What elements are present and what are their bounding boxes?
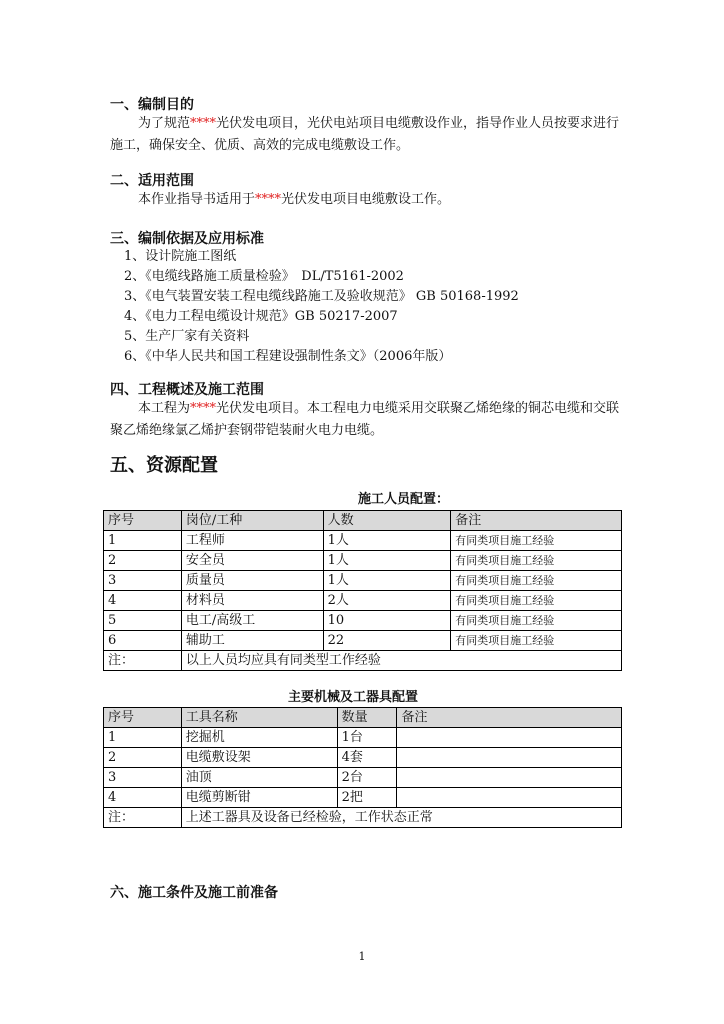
list-item: 6、《中华人民共和国工程建设强制性条文》（2006年版）	[124, 349, 452, 364]
table-cell: 3	[104, 571, 182, 591]
note-text: 以上人员均应具有同类型工作经验	[181, 651, 621, 671]
note-label: 注：	[104, 808, 182, 828]
tools-table-caption: 主要机械及工器具配置	[288, 690, 419, 705]
personnel-table	[103, 510, 622, 671]
note-text: 上述工器具及设备已经检验，工作状态正常	[181, 808, 621, 828]
section-5-title: 五、资源配置	[110, 455, 218, 476]
masked-project-name: ****	[190, 116, 217, 131]
masked-project-name: ****	[255, 192, 282, 207]
table-cell: 有同类项目施工经验	[451, 571, 622, 591]
table-header-row	[104, 511, 622, 531]
table-cell: 有同类项目施工经验	[451, 531, 622, 551]
table-cell: 4套	[337, 748, 397, 768]
table-row	[104, 531, 622, 551]
table-cell: 有同类项目施工经验	[451, 551, 622, 571]
table-row	[104, 571, 622, 591]
table-cell: 2	[104, 551, 182, 571]
table-cell	[397, 728, 622, 748]
table-cell: 安全员	[181, 551, 323, 571]
table-cell: 1人	[323, 551, 451, 571]
note-label: 注：	[104, 651, 182, 671]
table-cell: 质量员	[181, 571, 323, 591]
table-note-row	[104, 808, 622, 828]
list-item: 2、《电缆线路施工质量检验》 DL/T5161-2002	[124, 269, 404, 284]
table-cell: 1台	[337, 728, 397, 748]
table-cell	[397, 748, 622, 768]
table-cell: 电工/高级工	[181, 611, 323, 631]
table-cell: 5	[104, 611, 182, 631]
list-item: 1、设计院施工图纸	[124, 249, 237, 264]
table-cell	[397, 788, 622, 808]
table-row	[104, 611, 622, 631]
table-cell: 2把	[337, 788, 397, 808]
list-item: 5、生产厂家有关资料	[124, 329, 250, 344]
table-cell	[397, 768, 622, 788]
section-2-title: 二、适用范围	[110, 173, 194, 189]
header-cell: 备注	[451, 511, 622, 531]
table-cell: 电缆剪断钳	[181, 788, 337, 808]
header-cell: 序号	[104, 511, 182, 531]
table-cell: 4	[104, 788, 182, 808]
header-cell: 人数	[323, 511, 451, 531]
header-cell: 岗位/工种	[181, 511, 323, 531]
standards-list	[124, 247, 519, 367]
table-cell: 6	[104, 631, 182, 651]
table-cell: 辅助工	[181, 631, 323, 651]
personnel-table-caption: 施工人员配置：	[358, 492, 450, 507]
table-header-row	[104, 708, 622, 728]
table-cell: 工程师	[181, 531, 323, 551]
header-cell: 数量	[337, 708, 397, 728]
section-2-body: 本作业指导书适用于****光伏发电项目电缆敷设工作。	[138, 192, 451, 207]
table-cell: 1	[104, 728, 182, 748]
section-4-body: 本工程为****光伏发电项目。本工程电力电缆采用交联聚乙烯绝缘的铜芯电缆和交联聚乙烯绝缘氯乙烯护套钢带铠装耐火电力电缆。	[110, 401, 620, 438]
list-item: 3、《电气装置安装工程电缆线路施工及验收规范》 GB 50168-1992	[124, 289, 519, 304]
table-cell: 有同类项目施工经验	[451, 591, 622, 611]
table-note-row	[104, 651, 622, 671]
section-4-title: 四、工程概述及施工范围	[110, 382, 264, 398]
table-cell: 2	[104, 748, 182, 768]
table-cell: 2台	[337, 768, 397, 788]
table-row	[104, 748, 622, 768]
table-cell: 1人	[323, 531, 451, 551]
table-row	[104, 768, 622, 788]
table-cell: 电缆敷设架	[181, 748, 337, 768]
table-cell: 挖掘机	[181, 728, 337, 748]
table-row	[104, 631, 622, 651]
table-cell: 3	[104, 768, 182, 788]
table-cell: 材料员	[181, 591, 323, 611]
masked-project-name: ****	[190, 401, 217, 416]
section-3-title: 三、编制依据及应用标准	[110, 231, 264, 247]
table-row	[104, 788, 622, 808]
table-cell: 油顶	[181, 768, 337, 788]
table-row	[104, 591, 622, 611]
header-cell: 工具名称	[181, 708, 337, 728]
page-number: 1	[358, 950, 366, 963]
section-1-title: 一、编制目的	[110, 97, 194, 113]
table-row	[104, 728, 622, 748]
table-cell: 10	[323, 611, 451, 631]
section-1-body: 为了规范****光伏发电项目，光伏电站项目电缆敷设作业，指导作业人员按要求进行施工，确保安全、优质、高效的完成电缆敷设工作。	[110, 116, 620, 153]
table-cell: 4	[104, 591, 182, 611]
header-cell: 备注	[397, 708, 622, 728]
header-cell: 序号	[104, 708, 182, 728]
table-cell: 2人	[323, 591, 451, 611]
table-cell: 22	[323, 631, 451, 651]
table-cell: 1	[104, 531, 182, 551]
table-cell: 有同类项目施工经验	[451, 611, 622, 631]
table-row	[104, 551, 622, 571]
list-item: 4、《电力工程电缆设计规范》GB 50217-2007	[124, 309, 398, 324]
tools-table	[103, 707, 622, 828]
table-cell: 有同类项目施工经验	[451, 631, 622, 651]
table-cell: 1人	[323, 571, 451, 591]
section-6-title: 六、施工条件及施工前准备	[110, 885, 278, 901]
